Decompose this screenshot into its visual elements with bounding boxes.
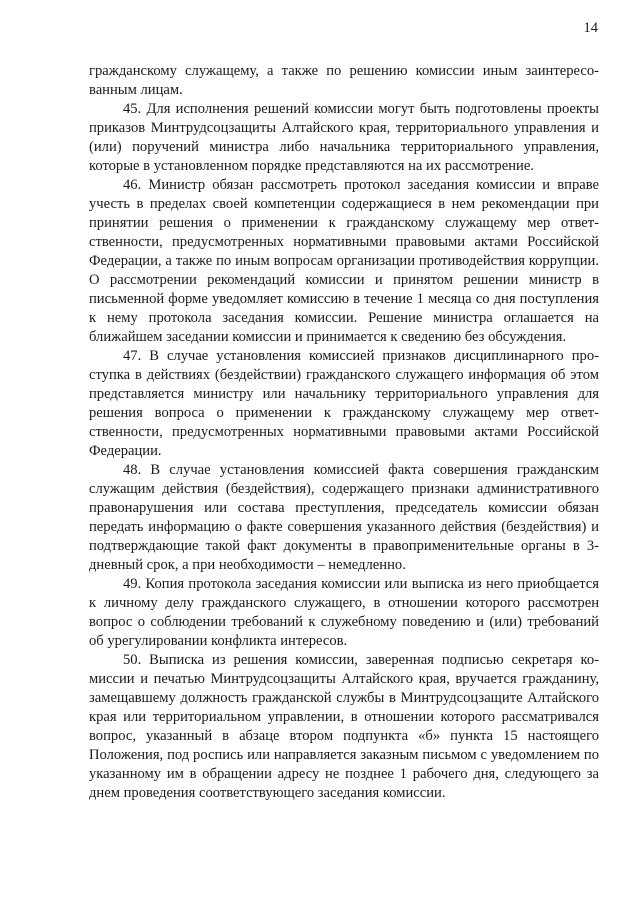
paragraph-48: 48. В случае установления комиссией факта совершения гражданским служащим действия (бездействия), содержащего признаки административного правонарушения или состава преступления, председатель комиссии обязан передать информацию о факте совершения указанного действия (бездействия) и подтверждающие такой факт документы в правоприменительные органы в 3-дневный срок, а при необходимости – немедленно. xyxy=(89,462,599,573)
paragraph-45: 45. Для исполнения решений комиссии могут быть подготовлены проекты приказов Минтрудсоцзащиты Алтайского края, территориального управления и (или) поручений министра либо начальника территориального управления, которые в установленном порядке представляются на их рассмотрение. xyxy=(89,101,599,174)
paragraph-46: 46. Министр обязан рассмотреть протокол заседания комиссии и вправе учесть в пределах своей компетенции содержащиеся в нем рекомендации при принятии решения о применении к гражданскому служащему мер ответственности, предусмотренных нормативными правовыми актами Российской Федерации, а также по иным вопросам организации противодействия коррупции. О рассмотрении рекомендаций комиссии и принятом решении министр в письменной форме уведомляет комиссию в течение 1 месяца со дня поступления к нему протокола заседания комиссии. Решение министра оглашается на ближайшем заседании комиссии и принимается к сведению без обсуждения. xyxy=(89,177,599,345)
paragraph-49: 49. Копия протокола заседания комиссии или выписка из него приобщается к личному делу гражданского служащего, в отношении которого рассмотрен вопрос о соблюдении требований к служебному поведению и (или) требований об урегулировании конфликта интересов. xyxy=(89,576,599,649)
paragraph-continuation: гражданскому служащему, а также по решению комиссии иным заинтересованным лицам. xyxy=(89,63,599,98)
document-body xyxy=(89,62,599,803)
paragraph-50: 50. Выписка из решения комиссии, заверенная подписью секретаря комиссии и печатью Минтрудсоцзащиты Алтайского края, вручается гражданину, замещавшему должность гражданской службы в Минтрудсоцзащите Алтайского края или территориальном управлении, в отношении которого рассматривался вопрос, указанный в абзаце втором подпункта «б» пункта 15 настоящего Положения, под роспись или направляется заказным письмом с уведомлением по указанному им в обращении адресу не позднее 1 рабочего дня, следующего за днем проведения соответствующего заседания комиссии. xyxy=(89,652,599,801)
paragraph-47: 47. В случае установления комиссией признаков дисциплинарного проступка в действиях (бездействии) гражданского служащего информация об этом представляется министру или начальнику территориального управления для решения вопроса о применении к гражданскому служащему мер ответственности, предусмотренных нормативными правовыми актами Российской Федерации. xyxy=(89,348,599,459)
page-number: 14 xyxy=(583,20,598,36)
